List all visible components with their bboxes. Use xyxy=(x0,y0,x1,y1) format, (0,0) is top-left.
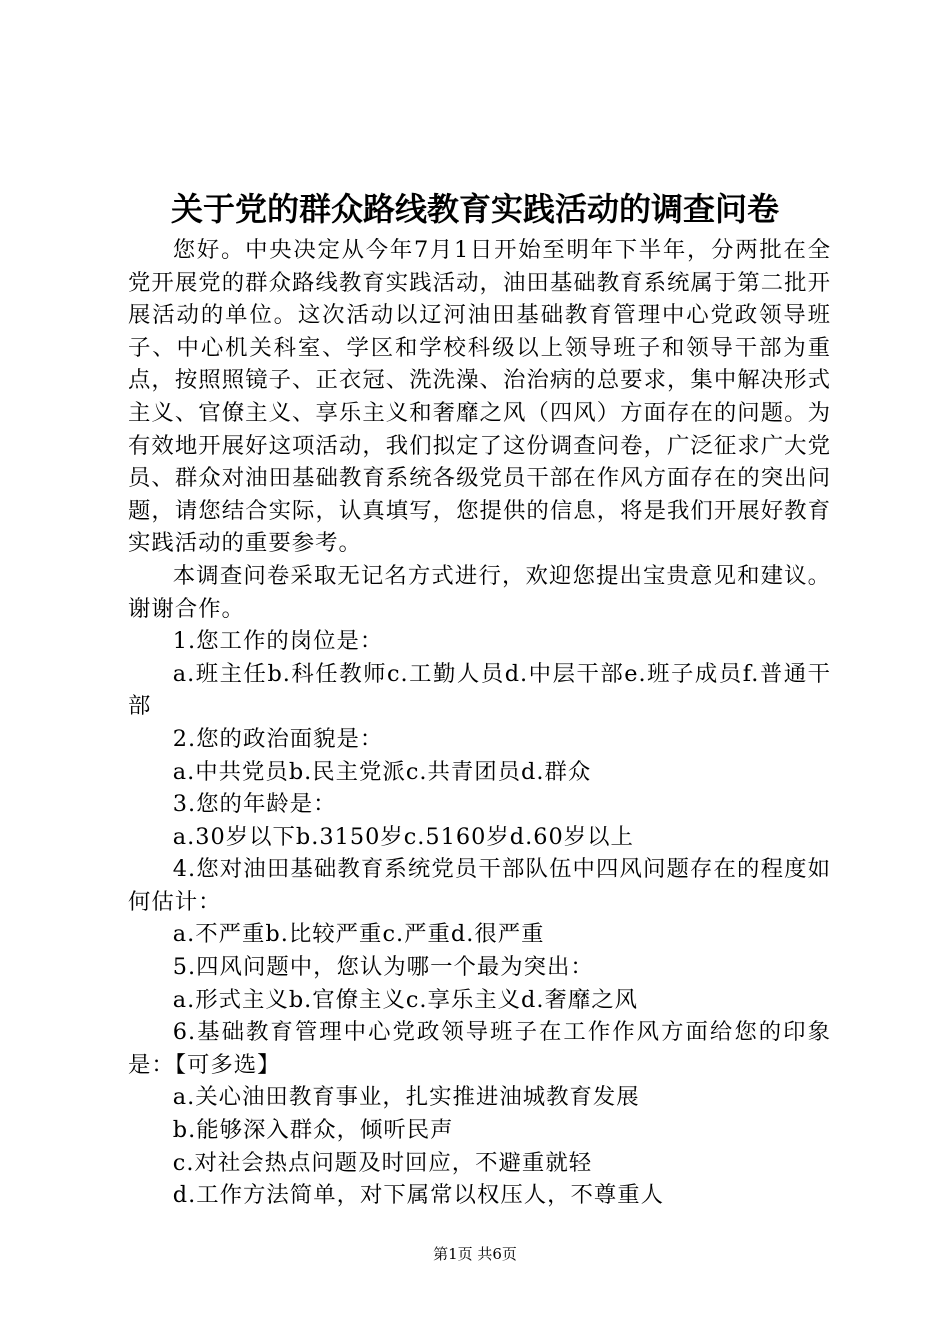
document-body xyxy=(128,234,831,1212)
question-text: 3.您的年龄是： xyxy=(172,791,337,818)
intro-paragraph: 本调查问卷采取无记名方式进行，欢迎您提出宝贵意见和建议。谢谢合作。 xyxy=(128,562,831,622)
question-option: b.能够深入群众，倾听民声 xyxy=(172,1117,454,1144)
question-options: a.30岁以下b.3150岁c.5160岁d.60岁以上 xyxy=(172,823,634,850)
question-options: a.中共党员b.民主党派c.共青团员d.群众 xyxy=(172,758,592,785)
question-text: 5.四风问题中，您认为哪一个最为突出： xyxy=(172,954,594,981)
page-footer: 第1页 共6页 xyxy=(433,1245,517,1263)
question-option: a.关心油田教育事业，扎实推进油城教育发展 xyxy=(172,1084,640,1111)
question-options: a.班主任b.科任教师c.工勤人员d.中层干部e.班子成员f.普通干部 xyxy=(128,660,831,720)
question-text: 6.基础教育管理中心党政领导班子在工作作风方面给您的印象是：【可多选】 xyxy=(128,1019,831,1078)
question-text: 1.您工作的岗位是： xyxy=(172,628,384,655)
question-text: 4.您对油田基础教育系统党员干部队伍中四风问题存在的程度如何估计： xyxy=(128,856,831,915)
question-options: a.不严重b.比较严重c.严重d.很严重 xyxy=(172,921,545,948)
question-option: c.对社会热点问题及时回应，不避重就轻 xyxy=(172,1149,593,1176)
document-title: 关于党的群众路线教育实践活动的调查问卷 xyxy=(170,190,779,228)
question-option: d.工作方法简单，对下属常以权压人，不尊重人 xyxy=(172,1182,665,1209)
question-text: 2.您的政治面貌是： xyxy=(172,725,384,752)
question-options: a.形式主义b.官僚主义c.享乐主义d.奢靡之风 xyxy=(172,986,639,1013)
intro-paragraph: 您好。中央决定从今年7月1日开始至明年下半年，分两批在全党开展党的群众路线教育实践活动，油田基础教育系统属于第二批开展活动的单位。这次活动以辽河油田基础教育管理中心党政领导班子、中心机关科室、学区和学校科级以上领导班子和领导干部为重点，按照照镜子、正衣冠、洗洗澡、治治病的总要求，集中解决形式主义、官僚主义、享乐主义和奢靡之风（四风）方面存在的问题。为有效地开展好这项活动，我们拟定了这份调查问卷，广泛征求广大党员、群众对油田基础教育系统各级党员干部在作风方面存在的突出问题，请您结合实际，认真填写，您提供的信息，将是我们开展好教育实践活动的重要参考。 xyxy=(128,237,831,557)
